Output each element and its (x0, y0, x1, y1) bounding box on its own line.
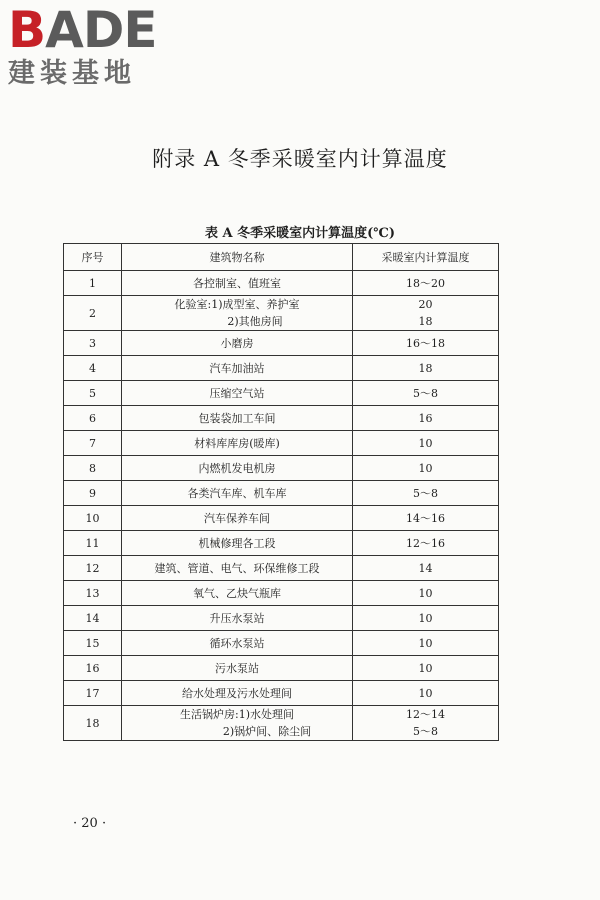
table-row (64, 631, 499, 656)
header-temperature: 采暖室内计算温度 (353, 244, 499, 271)
table-row (64, 271, 499, 296)
building-name: 材料库库房(暖库) (194, 436, 280, 450)
temperature-cell (353, 431, 499, 456)
temperature-value: 14～16 (406, 511, 445, 525)
building-name-cell (122, 531, 353, 556)
building-name-cell (122, 481, 353, 506)
temperature-cell (353, 331, 499, 356)
temperature-value: 10 (418, 686, 433, 700)
temperature-value: 10 (418, 436, 433, 450)
row-number: 18 (64, 706, 122, 741)
building-name: 内燃机发电机房 (198, 461, 276, 475)
temperature-cell (353, 656, 499, 681)
building-name-cell (122, 356, 353, 381)
building-name-cell (122, 456, 353, 481)
building-name-cell (122, 681, 353, 706)
temperature-value: 10 (418, 611, 433, 625)
table-row (64, 481, 499, 506)
building-name: 各类汽车库、机车库 (187, 486, 287, 500)
temperature-value: 16 (418, 411, 433, 425)
temperature-value: 12～14 (406, 708, 445, 721)
building-name-cell (122, 631, 353, 656)
temperature-value: 5～8 (413, 486, 438, 500)
building-name-cell (122, 331, 353, 356)
building-name: 小磨房 (220, 336, 254, 350)
temperature-value: 5～8 (413, 386, 438, 400)
table-row (64, 656, 499, 681)
building-name: 氧气、乙炔气瓶库 (193, 586, 281, 600)
temperature-cell (353, 556, 499, 581)
temperature-value: 18 (418, 361, 433, 375)
logo (8, 1, 178, 90)
temperature-value: 10 (418, 661, 433, 675)
temperature-cell (353, 706, 499, 741)
table-row (64, 606, 499, 631)
building-name-cell (122, 581, 353, 606)
building-name: 化验室:1)成型室、养护室 (174, 298, 300, 311)
row-number: 13 (64, 581, 122, 606)
table-row (64, 681, 499, 706)
building-name-cell (122, 381, 353, 406)
table-row (64, 431, 499, 456)
row-number: 17 (64, 681, 122, 706)
building-name-cell (122, 296, 353, 331)
temperature-value: 10 (418, 461, 433, 475)
table-row (64, 296, 499, 331)
building-name: 2)其他房间 (227, 315, 283, 328)
temperature-value: 10 (418, 636, 433, 650)
temperature-value: 5～8 (413, 725, 438, 738)
table-row (64, 456, 499, 481)
building-name: 压缩空气站 (209, 386, 265, 400)
temperature-value: 20 (418, 298, 433, 311)
row-number: 5 (64, 381, 122, 406)
building-name: 各控制室、值班室 (193, 276, 281, 290)
row-number: 3 (64, 331, 122, 356)
temperature-cell (353, 481, 499, 506)
temperature-cell (353, 506, 499, 531)
logo-brand-accent: B (8, 1, 46, 59)
building-name: 升压水泵站 (209, 611, 265, 625)
table-row (64, 506, 499, 531)
table-row (64, 531, 499, 556)
table-body (64, 271, 499, 741)
temperature-cell (353, 381, 499, 406)
logo-subtitle: 建装基地 (8, 58, 136, 89)
table-row (64, 556, 499, 581)
temperature-value: 18～20 (406, 276, 445, 290)
temperature-value: 14 (418, 561, 433, 575)
row-number: 4 (64, 356, 122, 381)
logo-brand (8, 1, 178, 59)
temperature-value: 10 (418, 586, 433, 600)
building-name: 循环水泵站 (209, 636, 265, 650)
temperature-cell (353, 606, 499, 631)
temperature-cell (353, 271, 499, 296)
table-row (64, 406, 499, 431)
table-row (64, 381, 499, 406)
building-name: 2)锅炉间、除尘间 (222, 725, 312, 738)
building-name-cell (122, 506, 353, 531)
building-name: 生活锅炉房:1)水处理间 (180, 708, 294, 721)
building-name-cell (122, 556, 353, 581)
row-number: 8 (64, 456, 122, 481)
table-row (64, 581, 499, 606)
building-name: 给水处理及污水处理间 (182, 686, 292, 700)
page-number: · 20 · (73, 816, 107, 831)
temperature-value: 16～18 (406, 336, 445, 350)
header-building-name: 建筑物名称 (122, 244, 353, 271)
row-number: 10 (64, 506, 122, 531)
building-name-cell (122, 431, 353, 456)
building-name: 建筑、管道、电气、环保维修工段 (154, 561, 320, 575)
building-name: 污水泵站 (215, 661, 259, 675)
row-number: 7 (64, 431, 122, 456)
table-caption: 表 A 冬季采暖室内计算温度(℃) (204, 226, 396, 241)
building-name: 机械修理各工段 (198, 536, 276, 550)
temperature-table (63, 243, 499, 741)
row-number: 14 (64, 606, 122, 631)
row-number: 1 (64, 271, 122, 296)
building-name-cell (122, 606, 353, 631)
row-number: 16 (64, 656, 122, 681)
header-number: 序号 (64, 244, 122, 271)
row-number: 11 (64, 531, 122, 556)
building-name: 汽车加油站 (209, 361, 265, 375)
building-name: 汽车保养车间 (204, 511, 270, 525)
temperature-cell (353, 531, 499, 556)
temperature-cell (353, 681, 499, 706)
temperature-cell (353, 581, 499, 606)
temperature-value: 12～16 (406, 536, 445, 550)
row-number: 2 (64, 296, 122, 331)
building-name-cell (122, 706, 353, 741)
row-number: 15 (64, 631, 122, 656)
appendix-title: 附录 A 冬季采暖室内计算温度 (152, 147, 448, 171)
row-number: 6 (64, 406, 122, 431)
table-row (64, 706, 499, 741)
temperature-cell (353, 356, 499, 381)
logo-brand-rest: ADE (45, 1, 157, 59)
row-number: 9 (64, 481, 122, 506)
building-name-cell (122, 656, 353, 681)
building-name: 包装袋加工车间 (198, 411, 276, 425)
temperature-cell (353, 631, 499, 656)
building-name-cell (122, 406, 353, 431)
temperature-cell (353, 406, 499, 431)
table-header-row (64, 244, 499, 271)
table-row (64, 356, 499, 381)
building-name-cell (122, 271, 353, 296)
temperature-cell (353, 296, 499, 331)
temperature-cell (353, 456, 499, 481)
temperature-value: 18 (418, 315, 433, 328)
row-number: 12 (64, 556, 122, 581)
table-row (64, 331, 499, 356)
